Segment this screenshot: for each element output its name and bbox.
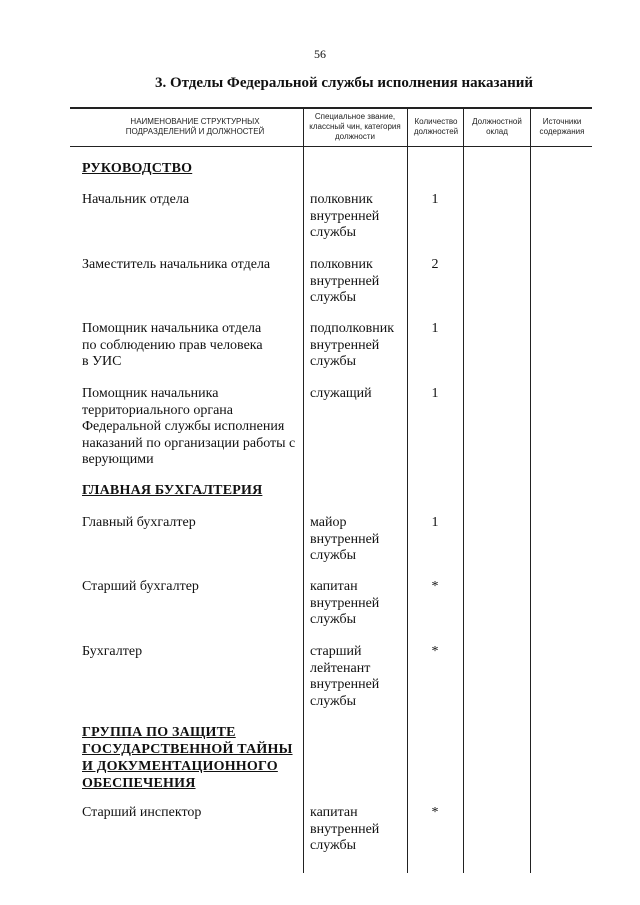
row-count: 1 <box>431 192 439 207</box>
row-count: 1 <box>431 515 439 530</box>
column-divider-2 <box>407 108 408 873</box>
section-title: РУКОВОДСТВО <box>82 161 193 176</box>
row-name: Главный бухгалтер <box>82 515 196 530</box>
row-name: Старший инспектор <box>82 805 202 820</box>
header-count: Количество должностей <box>413 117 459 136</box>
row-count: * <box>431 805 439 820</box>
header-source: Источники содержания <box>539 117 585 136</box>
row-rank: старший лейтенант внутренней службы <box>310 644 380 709</box>
header-name: НАИМЕНОВАНИЕ СТРУКТУРНЫХ ПОДРАЗДЕЛЕНИЙ И ДОЛЖНОСТЕЙ <box>125 117 265 136</box>
column-divider-1 <box>303 108 304 873</box>
column-divider-4 <box>530 108 531 873</box>
row-count: 1 <box>431 386 439 401</box>
row-rank: полковник внутренней службы <box>310 257 380 305</box>
section-title: ГРУППА ПО ЗАЩИТЕ ГОСУДАРСТВЕННОЙ ТАЙНЫ И ДОКУМЕНТАЦИОННОГО ОБЕСПЕЧЕНИЯ <box>82 725 293 791</box>
page-title: 3. Отделы Федеральной службы исполнения наказаний <box>154 75 534 91</box>
row-count: * <box>431 579 439 594</box>
row-name: Заместитель начальника отдела <box>82 257 271 272</box>
row-rank: подполковник внутренней службы <box>310 321 394 369</box>
table-header-bottom-border <box>70 146 592 147</box>
row-name: Помощник начальника отдела по соблюдению прав человека в УИС <box>82 321 263 369</box>
row-name: Бухгалтер <box>82 644 143 659</box>
row-name: Помощник начальника территориального органа Федеральной службы исполнения наказаний по организации работы с верующими <box>82 386 296 467</box>
table-top-border <box>70 107 592 109</box>
row-rank: майор внутренней службы <box>310 515 380 563</box>
row-rank: служащий <box>310 386 372 401</box>
row-name: Старший бухгалтер <box>82 579 199 594</box>
row-count: 2 <box>431 257 439 272</box>
row-count: 1 <box>431 321 439 336</box>
row-rank: капитан внутренней службы <box>310 805 380 853</box>
section-title: ГЛАВНАЯ БУХГАЛТЕРИЯ <box>82 483 263 498</box>
row-name: Начальник отдела <box>82 192 190 207</box>
header-salary: Должностной оклад <box>472 117 522 136</box>
row-count: * <box>431 644 439 659</box>
header-rank: Специальное звание, классный чин, категория должности <box>309 112 401 141</box>
column-divider-3 <box>463 108 464 873</box>
row-rank: полковник внутренней службы <box>310 192 380 240</box>
page-number: 56 <box>314 47 326 61</box>
row-rank: капитан внутренней службы <box>310 579 380 627</box>
